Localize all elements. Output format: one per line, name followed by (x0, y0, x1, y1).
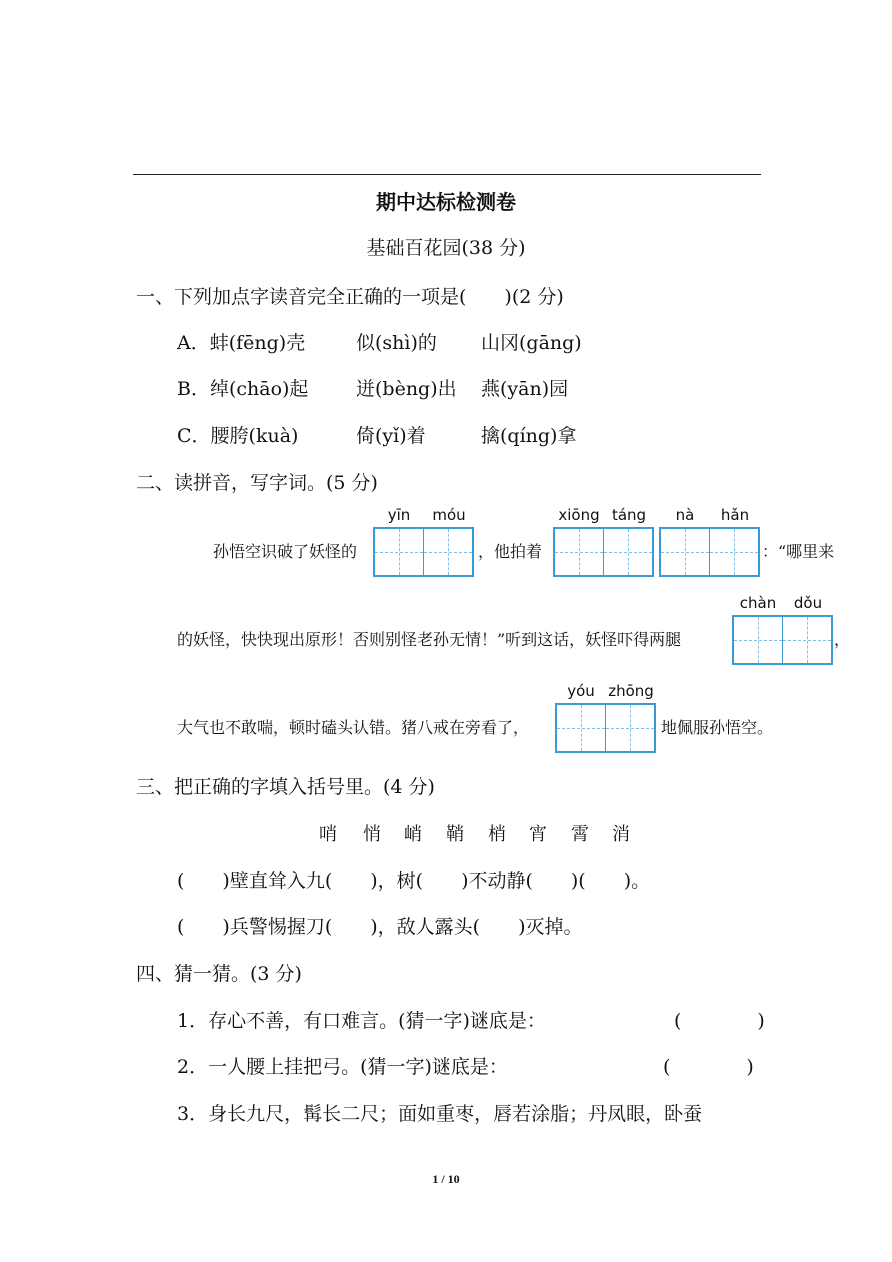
q1-option-a-2: 似(shì)的 (356, 332, 437, 354)
q3-stem: 三、把正确的字填入括号里。(4 分) (136, 776, 435, 798)
pinyin-label: zhōng (608, 682, 654, 700)
riddle-1: 1．存心不善，有口难言。(猜一字)谜底是： (177, 1010, 546, 1032)
pinyin-label: dǒu (793, 594, 823, 612)
char-option: 峭 (404, 824, 422, 845)
writing-grid[interactable] (553, 527, 654, 577)
char-option: 梢 (488, 824, 506, 845)
char-option: 鞘 (446, 824, 464, 845)
pinyin-label: hǎn (720, 506, 750, 524)
char-option: 哨 (319, 824, 337, 845)
header-rule (133, 174, 761, 175)
riddle-1-answer[interactable]: ( ) (674, 1010, 765, 1032)
riddle-2: 2．一人腰上挂把弓。(猜一字)谜底是： (177, 1056, 508, 1078)
q1-option-c-1: C．腰胯(kuà) (177, 425, 299, 447)
q2-stem: 二、读拼音，写字词。(5 分) (136, 472, 378, 494)
q1-option-c-2: 倚(yǐ)着 (356, 425, 426, 447)
q2-line2-text: ， (834, 630, 851, 649)
pinyin-label: táng (611, 506, 647, 524)
q2-line3-text: 大气也不敢喘，顿时磕头认错。猪八戒在旁看了， (177, 718, 530, 737)
q1-option-b-1: B．绰(chāo)起 (177, 378, 309, 400)
char-option: 悄 (363, 824, 381, 845)
riddle-3: 3．身长九尺，髯长二尺；面如重枣，唇若涂脂；丹凤眼，卧蚕 (177, 1103, 703, 1125)
q1-option-b-3: 燕(yān)园 (481, 378, 569, 400)
pinyin-label: xiōng (558, 506, 600, 524)
q4-stem: 四、猜一猜。(3 分) (136, 963, 302, 985)
q1-option-a-1: A．蚌(fēng)壳 (177, 332, 306, 354)
writing-grid[interactable] (555, 703, 656, 753)
pinyin-label: móu (432, 506, 466, 524)
pinyin-label: yóu (567, 682, 595, 700)
writing-grid[interactable] (373, 527, 474, 577)
q3-sentence: ( )兵警惕握刀( )，敌人露头( )灭掉。 (177, 916, 583, 938)
pinyin-label: nà (675, 506, 695, 524)
q1-option-b-2: 迸(bèng)出 (356, 378, 457, 400)
q2-line1-text: 孙悟空识破了妖怪的 (213, 542, 358, 561)
section-subtitle: 基础百花园(38 分) (366, 237, 526, 259)
writing-grid[interactable] (732, 615, 833, 665)
page-title: 期中达标检测卷 (376, 190, 516, 214)
writing-grid[interactable] (659, 527, 760, 577)
riddle-2-answer[interactable]: ( ) (663, 1056, 754, 1078)
char-option: 消 (612, 824, 630, 845)
q2-line3-text: 地佩服孙悟空。 (661, 718, 774, 737)
q2-line1-text: ：“哪里来 (762, 542, 835, 561)
q2-line2-text: 的妖怪，快快现出原形！否则别怪老孙无情！”听到这话，妖怪吓得两腿 (177, 630, 682, 649)
char-option: 宵 (529, 824, 547, 845)
page-number: 1 / 10 (432, 1172, 460, 1186)
char-option: 霄 (571, 824, 589, 845)
q1-option-a-3: 山冈(gāng) (481, 332, 582, 354)
q1-option-c-3: 擒(qíng)拿 (481, 425, 577, 447)
q2-line1-text: ，他拍着 (478, 542, 543, 561)
pinyin-label: yīn (387, 506, 411, 524)
q1-stem: 一、下列加点字读音完全正确的一项是( )(2 分) (136, 286, 564, 308)
pinyin-label: chàn (739, 594, 777, 612)
q3-sentence: ( )壁直耸入九( )，树( )不动静( )( )。 (177, 870, 651, 892)
